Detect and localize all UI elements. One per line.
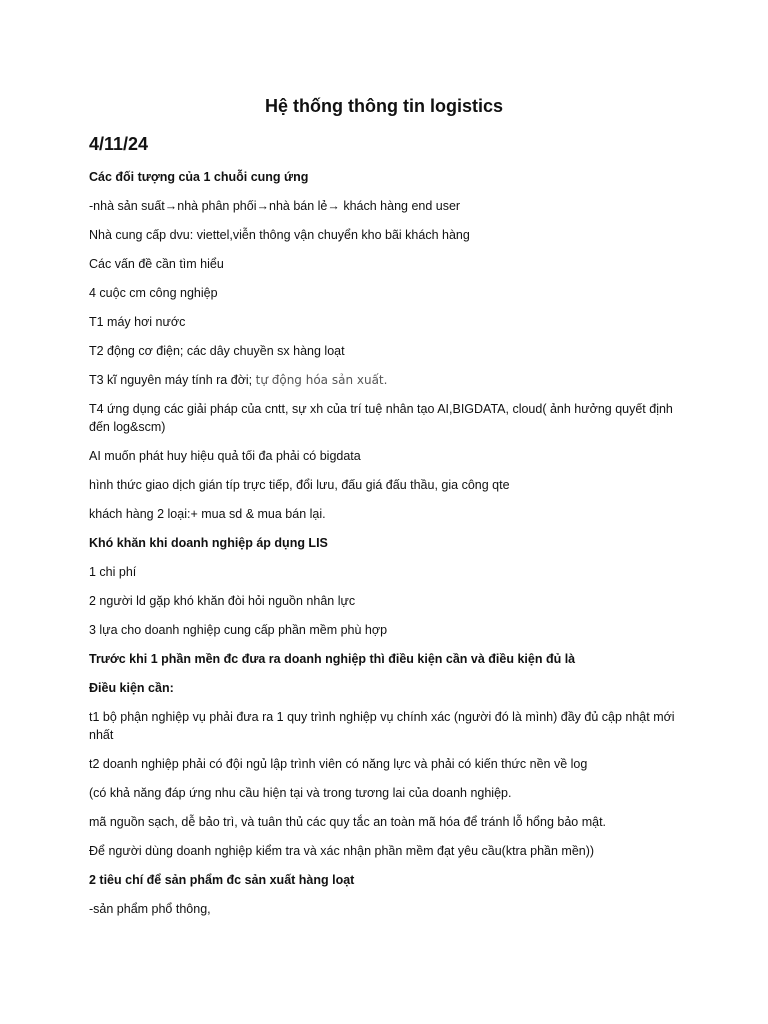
line-text: (có khả năng đáp ứng nhu cầu hiện tại và trong tương lai của doanh nghiệp. (89, 786, 512, 800)
line-text: T2 động cơ điện; các dây chuyền sx hàng loạt (89, 344, 345, 358)
line-text: t2 doanh nghiệp phải có đội ngủ lập trình viên có năng lực và phải có kiến thức nền về log (89, 757, 588, 771)
text-line (89, 400, 689, 436)
line-text: mã nguồn sạch, dễ bảo trì, và tuân thủ các quy tắc an toàn mã hóa để tránh lỗ hổng bảo mật. (89, 815, 607, 829)
text-line (89, 226, 689, 244)
text-line (89, 592, 689, 610)
text-line (89, 755, 689, 773)
text-line (89, 505, 689, 523)
text-line (89, 900, 689, 918)
line-text: hình thức giao dịch gián típ trực tiếp, đổi lưu, đấu giá đấu thầu, gia công qte (89, 478, 510, 492)
line-text: Các vấn đề cần tìm hiểu (89, 257, 224, 271)
text-line (89, 342, 689, 360)
line-text-tail: tự động hóa sản xuất. (255, 373, 388, 387)
line-text: T1 máy hơi nước (89, 315, 186, 329)
line-text: T3 kĩ nguyên máy tính ra đời; (89, 373, 256, 387)
line-text: -nhà sản suất→nhà phân phối→nhà bán lẻ→ khách hàng end user (89, 199, 461, 213)
line-text: 3 lựa cho doanh nghiệp cung cấp phần mềm phù hợp (89, 623, 388, 637)
text-line (89, 813, 689, 831)
text-line (89, 255, 689, 273)
line-text: -sản phẩm phổ thông, (89, 902, 211, 916)
text-line (89, 842, 689, 860)
document-body (89, 168, 689, 929)
line-text: AI muốn phát huy hiệu quả tối đa phải có bigdata (89, 449, 361, 463)
document-title: Hệ thống thông tin logistics (265, 96, 503, 116)
line-text: T4 ứng dụng các giải pháp của cntt, sự xh của trí tuệ nhân tạo AI,BIGDATA, cloud( ảnh hưởng quyết định đến log&scm) (89, 402, 673, 434)
line-text: Khó khăn khi doanh nghiệp áp dụng LIS (89, 536, 328, 550)
line-text: Trước khi 1 phần mền đc đưa ra doanh nghiệp thì điều kiện cần và điều kiện đủ là (89, 652, 576, 666)
text-line (89, 708, 689, 744)
section-heading (89, 168, 689, 186)
text-line (89, 197, 689, 215)
document-date: 4/11/24 (89, 134, 149, 154)
line-text: Để người dùng doanh nghiệp kiểm tra và xác nhận phần mềm đạt yêu cầu(ktra phần mền)) (89, 844, 595, 858)
text-line (89, 284, 689, 302)
line-text: 2 người ld gặp khó khăn đòi hỏi nguồn nhân lực (89, 594, 356, 608)
section-heading (89, 534, 689, 552)
text-line (89, 563, 689, 581)
section-heading (89, 679, 689, 697)
text-line (89, 784, 689, 802)
line-text: Điều kiện cần: (89, 681, 174, 695)
section-heading (89, 871, 689, 889)
line-text: 4 cuộc cm công nghiệp (89, 286, 218, 300)
text-line (89, 621, 689, 639)
line-text: Các đối tượng của 1 chuỗi cung ứng (89, 170, 309, 184)
line-text: t1 bộ phận nghiệp vụ phải đưa ra 1 quy trình nghiệp vụ chính xác (người đó là mình) đầy đủ cập nhật mới nhất (89, 710, 675, 742)
line-text: Nhà cung cấp dvu: viettel,viễn thông vận chuyển kho bãi khách hàng (89, 228, 470, 242)
text-line (89, 371, 689, 389)
text-line (89, 313, 689, 331)
line-text: 1 chi phí (89, 565, 137, 579)
line-text: 2 tiêu chí để sản phẩm đc sản xuất hàng loạt (89, 873, 355, 887)
line-text: khách hàng 2 loại:+ mua sd & mua bán lại. (89, 507, 326, 521)
text-line (89, 447, 689, 465)
section-heading (89, 650, 689, 668)
text-line (89, 476, 689, 494)
